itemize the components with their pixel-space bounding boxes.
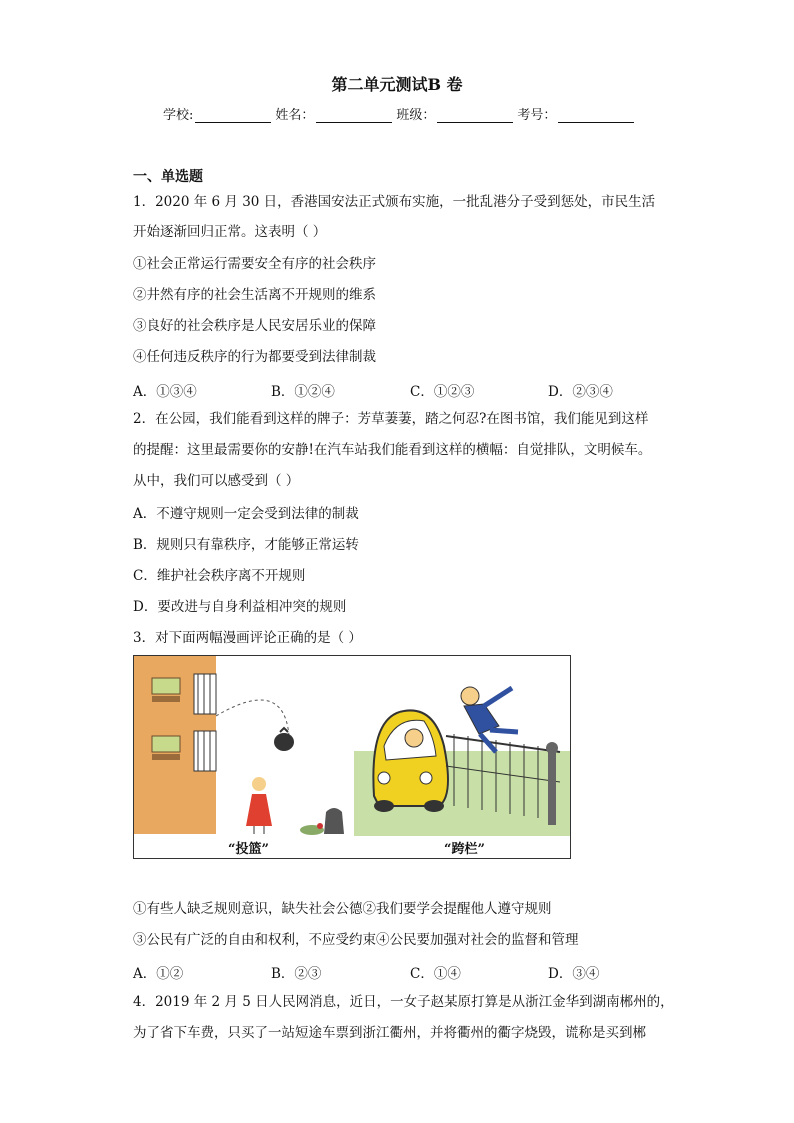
caption-right: “跨栏” (444, 842, 485, 857)
q3-option-c[interactable]: C．①④ (410, 966, 461, 982)
q2-option-d[interactable]: D．要改进与自身利益相冲突的规则 (133, 599, 347, 615)
name-label: 姓名： (275, 108, 315, 123)
q1-option-d[interactable]: D．②③④ (548, 384, 613, 400)
q3-stem: 3．对下面两幅漫画评论正确的是（ ） (133, 630, 362, 646)
q4-stem-line1: 4．2019 年 2 月 5 日人民网消息，近日，一女子赵某原打算是从浙江金华到湖南郴州的， (133, 994, 674, 1010)
trash-pile-icon (300, 808, 344, 835)
q2-option-a[interactable]: A．不遵守规则一定会受到法律的制裁 (133, 506, 359, 522)
class-blank[interactable] (437, 108, 513, 123)
exam-no-label: 考号： (517, 108, 557, 123)
q3-option-b[interactable]: B．②③ (271, 966, 322, 982)
section-heading: 一、单选题 (133, 169, 203, 185)
class-label: 班级： (396, 108, 436, 123)
caption-left: “投篮” (228, 842, 269, 857)
q3-option-a[interactable]: A．①② (133, 966, 184, 982)
q1-statement-4: ④任何违反秩序的行为都要受到法律制裁 (133, 349, 376, 365)
name-blank[interactable] (316, 108, 392, 123)
car-illustration (373, 710, 448, 812)
woman-figure (246, 777, 272, 834)
cartoon-figure (133, 655, 571, 859)
q4-stem-line2: 为了省下车费，只买了一站短途车票到浙江衢州，并将衢州的衢字烧毁，谎称是买到郴 (133, 1025, 646, 1041)
cartoon-illustration (134, 656, 570, 858)
q2-stem-line3: 从中，我们可以感受到（ ） (133, 473, 300, 489)
school-blank[interactable] (195, 108, 271, 123)
q1-statement-1: ①社会正常运行需要安全有序的社会秩序 (133, 256, 376, 272)
q1-option-a[interactable]: A．①③④ (133, 384, 197, 400)
garbage-bag-icon (274, 728, 294, 751)
q1-statement-2: ②井然有序的社会生活离不开规则的维系 (133, 287, 376, 303)
q1-stem-line2: 开始逐渐回归正常。这表明（ ） (133, 224, 327, 240)
school-label: 学校: (163, 108, 194, 123)
q3-statement-line2: ③公民有广泛的自由和权利，不应受约束④公民要加强对社会的监督和管理 (133, 932, 579, 948)
q1-stem-line1: 1．2020 年 6 月 30 日，香港国安法正式颁布实施，一批乱港分子受到惩处，市民生活 (133, 194, 656, 210)
q1-option-c[interactable]: C．①②③ (410, 384, 475, 400)
q2-stem-line2: 的提醒：这里最需要你的安静!在汽车站我们能看到这样的横幅：自觉排队，文明候车。 (133, 442, 652, 458)
q1-option-b[interactable]: B．①②④ (271, 384, 335, 400)
q2-stem-line1: 2．在公园，我们能看到这样的牌子：芳草萋萋，踏之何忍?在图书馆，我们能见到这样 (133, 411, 649, 427)
jumping-man-figure (461, 687, 518, 752)
q3-option-d[interactable]: D．③④ (548, 966, 600, 982)
exam-no-blank[interactable] (558, 108, 634, 123)
page-title: 第二单元测试B 卷 (331, 75, 463, 94)
q2-option-c[interactable]: C．维护社会秩序离不开规则 (133, 568, 306, 584)
q2-option-b[interactable]: B．规则只有靠秩序，才能够正常运转 (133, 537, 359, 553)
q1-statement-3: ③良好的社会秩序是人民安居乐业的保障 (133, 318, 376, 334)
student-info-row (163, 104, 638, 123)
q3-statement-line1: ①有些人缺乏规则意识，缺失社会公德②我们要学会提醒他人遵守规则 (133, 901, 552, 917)
